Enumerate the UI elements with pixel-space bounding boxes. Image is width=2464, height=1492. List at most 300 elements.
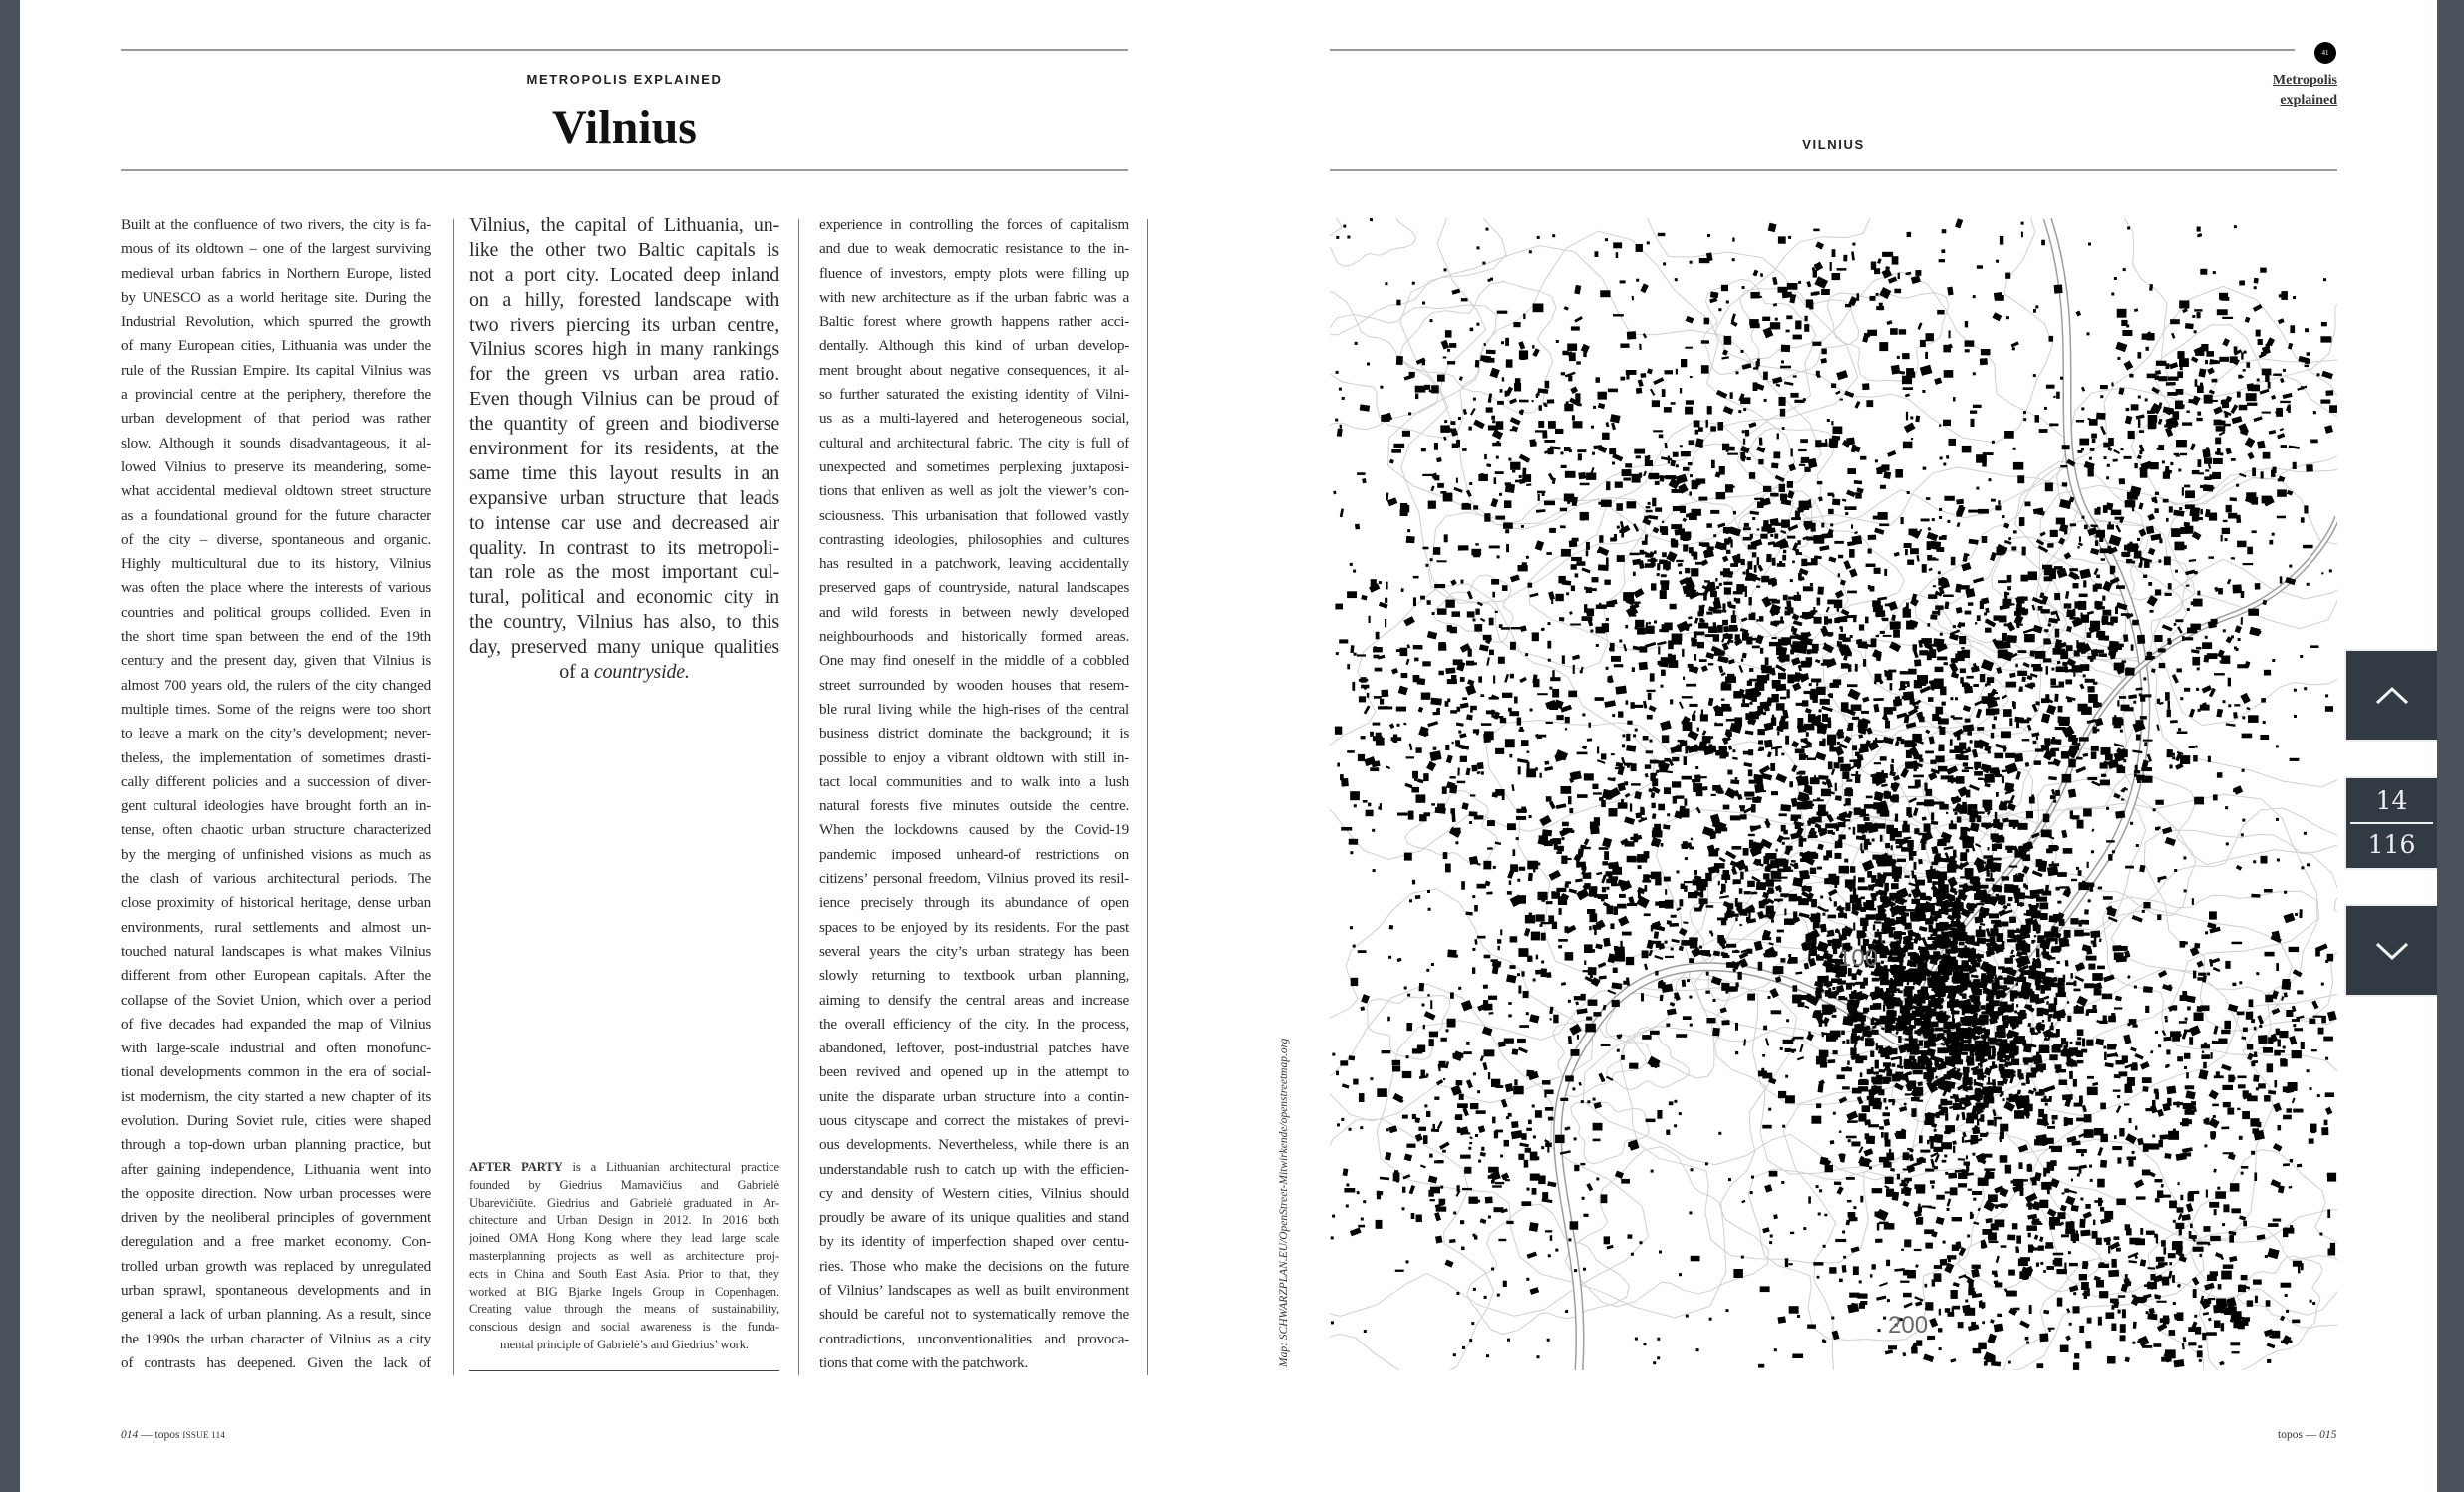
- building: [2036, 948, 2039, 957]
- building: [1932, 1185, 1935, 1188]
- building: [1466, 1042, 1469, 1045]
- building: [1958, 889, 1965, 897]
- building: [1851, 524, 1853, 528]
- building: [1884, 1132, 1888, 1140]
- building: [1923, 1028, 1925, 1036]
- building: [1880, 835, 1883, 842]
- building: [1744, 792, 1754, 797]
- building: [1995, 1039, 2002, 1043]
- building: [1884, 791, 1889, 796]
- building: [1766, 554, 1771, 562]
- building: [1935, 667, 1944, 672]
- building: [1905, 940, 1912, 945]
- text-line: spaces to be enjoyed by its residents. For the past: [819, 918, 1129, 936]
- building: [1802, 700, 1808, 706]
- building: [1783, 595, 1788, 601]
- building: [1722, 603, 1725, 610]
- building: [1864, 804, 1875, 809]
- building: [1965, 1308, 1976, 1316]
- building: [1708, 626, 1717, 633]
- building: [1444, 534, 1448, 542]
- building: [1601, 800, 1606, 807]
- building: [1636, 812, 1642, 818]
- building: [1779, 655, 1790, 662]
- building: [2002, 876, 2009, 881]
- building: [1726, 944, 1736, 948]
- building: [2002, 633, 2007, 641]
- building: [1412, 880, 1415, 885]
- building: [1846, 615, 1857, 618]
- building: [1689, 704, 1697, 707]
- building: [2154, 635, 2162, 642]
- building: [2117, 700, 2119, 706]
- building: [1829, 1267, 1836, 1274]
- building: [1924, 1229, 1934, 1234]
- building: [1510, 864, 1518, 872]
- building: [1699, 879, 1708, 887]
- building: [1920, 1150, 1930, 1153]
- building: [1900, 1281, 1909, 1283]
- building: [1918, 1204, 1920, 1213]
- building: [1891, 783, 1898, 789]
- building: [1820, 699, 1830, 705]
- building: [1966, 676, 1973, 679]
- building: [1516, 816, 1526, 820]
- building: [2035, 415, 2040, 423]
- building: [1877, 860, 1886, 866]
- building: [1721, 699, 1725, 701]
- building: [1975, 1027, 1982, 1033]
- building: [1535, 1110, 1542, 1118]
- building: [1937, 1047, 1948, 1053]
- building: [1673, 796, 1677, 804]
- building: [1845, 798, 1851, 805]
- building: [2104, 1052, 2107, 1060]
- building: [1994, 1280, 1999, 1284]
- building: [1828, 915, 1837, 919]
- building: [1689, 440, 1695, 445]
- section-link-line[interactable]: Metropolis: [2272, 73, 2337, 88]
- building: [1807, 1325, 1816, 1329]
- building: [1837, 980, 1846, 984]
- building: [2168, 583, 2172, 589]
- building: [2135, 765, 2138, 771]
- building: [1787, 607, 1793, 613]
- building: [2013, 1046, 2018, 1052]
- building: [2049, 915, 2058, 922]
- building: [1757, 729, 1765, 735]
- building: [2070, 523, 2076, 526]
- building: [1792, 561, 1795, 564]
- building: [1732, 846, 1742, 850]
- building: [2045, 694, 2049, 701]
- building: [1993, 968, 1995, 976]
- building: [1580, 845, 1586, 849]
- building: [1953, 625, 1956, 628]
- building: [1526, 769, 1536, 778]
- building: [1834, 762, 1840, 768]
- text-line: ience precisely through its abundance of open: [819, 894, 1129, 912]
- building: [1540, 773, 1542, 778]
- building: [2053, 846, 2058, 850]
- building: [1672, 634, 1683, 642]
- building: [1994, 615, 2002, 620]
- building: [1781, 837, 1790, 839]
- building: [1882, 922, 1892, 929]
- building: [1810, 777, 1820, 784]
- building: [1993, 887, 1995, 892]
- building: [1688, 664, 1694, 668]
- building: [1578, 472, 1586, 479]
- building: [1972, 1265, 1981, 1269]
- building: [2053, 648, 2062, 655]
- building: [1758, 1071, 1767, 1077]
- building: [2108, 1016, 2116, 1023]
- building: [2048, 1014, 2052, 1018]
- building: [1944, 662, 1948, 665]
- building: [1721, 707, 1732, 712]
- text-line: mental principle of Gabrielė’s and Giedrius’ work.: [499, 1337, 749, 1351]
- building: [1691, 638, 1693, 642]
- building: [1905, 761, 1914, 769]
- building: [1787, 536, 1795, 539]
- building: [1528, 873, 1533, 881]
- building: [2233, 712, 2238, 719]
- building: [2088, 964, 2095, 970]
- building: [1945, 1125, 1955, 1132]
- text-line: on a hilly, forested landscape with: [469, 288, 779, 311]
- building: [2026, 811, 2033, 818]
- building: [1641, 993, 1644, 1001]
- building: [1806, 732, 1809, 737]
- building: [1839, 866, 1848, 874]
- building: [2026, 1225, 2037, 1231]
- building: [1726, 550, 1731, 554]
- building: [2076, 1149, 2087, 1153]
- building: [2079, 536, 2081, 541]
- building: [2044, 1038, 2049, 1041]
- text-line: of the city – diverse, spontaneous and organic.: [121, 530, 431, 548]
- text-line: unite the disparate urban structure into a contin-: [819, 1087, 1129, 1105]
- building: [1622, 744, 1625, 747]
- building: [2214, 673, 2225, 675]
- building: [1748, 749, 1753, 755]
- building: [2075, 617, 2080, 624]
- building: [2053, 1044, 2063, 1047]
- building: [2165, 593, 2172, 596]
- building: [1580, 483, 1590, 486]
- building: [1885, 721, 1890, 729]
- building: [1862, 1105, 1870, 1112]
- building: [1916, 1189, 1925, 1194]
- building: [1647, 715, 1653, 720]
- building: [1948, 777, 1957, 782]
- building: [1895, 621, 1901, 629]
- building: [1542, 829, 1552, 836]
- building: [1505, 739, 1515, 747]
- building: [2004, 979, 2012, 984]
- building: [2121, 613, 2130, 616]
- building: [1613, 906, 1618, 915]
- building: [1706, 972, 1709, 976]
- building: [2123, 634, 2128, 642]
- building: [1681, 809, 1689, 818]
- building: [2043, 1270, 2046, 1273]
- building: [1839, 1279, 1843, 1283]
- building: [2087, 1076, 2094, 1079]
- building: [2221, 535, 2223, 542]
- building: [1644, 913, 1651, 916]
- building: [1817, 726, 1825, 734]
- building: [2025, 918, 2034, 926]
- building: [1892, 1191, 1900, 1200]
- building: [1934, 1005, 1943, 1008]
- building: [1914, 1184, 1925, 1189]
- building: [1610, 923, 1614, 929]
- building: [2243, 563, 2254, 565]
- building: [2144, 694, 2151, 697]
- building: [1659, 901, 1667, 908]
- building: [2202, 642, 2212, 649]
- building: [1507, 823, 1516, 830]
- building: [1719, 466, 1725, 475]
- building: [2005, 753, 2015, 758]
- building: [1911, 999, 1920, 1003]
- building: [1908, 786, 1918, 789]
- building: [1927, 1140, 1930, 1144]
- building: [1884, 707, 1893, 715]
- building: [1518, 986, 1521, 994]
- building: [1961, 647, 1965, 649]
- building: [1913, 775, 1924, 778]
- building: [2039, 903, 2048, 910]
- building: [1634, 449, 1645, 454]
- building: [1710, 510, 1719, 514]
- building: [1592, 577, 1599, 582]
- building: [1894, 699, 1903, 706]
- building: [1825, 823, 1836, 828]
- building: [1589, 723, 1591, 728]
- building: [2040, 745, 2044, 748]
- building: [1570, 830, 1574, 833]
- building: [2095, 584, 2102, 590]
- building: [2087, 1087, 2098, 1095]
- building: [1646, 750, 1653, 753]
- building: [1875, 612, 1883, 617]
- building: [2087, 1009, 2097, 1013]
- building: [1565, 952, 1574, 961]
- building: [1495, 789, 1504, 796]
- building: [2022, 547, 2026, 556]
- building: [1831, 421, 1833, 425]
- text-line: and wild forests in between newly developed: [819, 603, 1129, 621]
- building: [1890, 764, 1894, 772]
- building: [1976, 903, 1984, 905]
- building: [1756, 882, 1766, 890]
- building: [2165, 692, 2170, 701]
- building: [1726, 962, 1735, 968]
- building: [1561, 786, 1572, 794]
- building: [1973, 684, 1979, 687]
- building: [1909, 847, 1911, 854]
- building: [1918, 1081, 1923, 1086]
- building: [1872, 1188, 1883, 1193]
- building: [1653, 430, 1663, 432]
- building: [2163, 499, 2169, 503]
- text-line: been revived and opened up in the attempt to: [819, 1063, 1129, 1081]
- building: [2248, 715, 2259, 723]
- building: [1685, 407, 1693, 415]
- building: [2072, 665, 2083, 672]
- building: [1655, 481, 1660, 485]
- building: [1970, 740, 1973, 743]
- building: [1832, 1015, 1837, 1018]
- building: [1914, 1081, 1916, 1085]
- building: [1778, 1091, 1786, 1098]
- building: [1711, 460, 1715, 468]
- building: [2054, 566, 2063, 570]
- building: [1720, 752, 1729, 757]
- building: [1785, 736, 1789, 745]
- building: [1681, 884, 1686, 890]
- building: [1614, 946, 1618, 951]
- building: [1873, 925, 1876, 931]
- building: [2072, 737, 2079, 745]
- building: [1838, 729, 1843, 738]
- building: [2024, 634, 2035, 642]
- building: [2200, 509, 2203, 515]
- building: [1814, 921, 1820, 928]
- building: [1669, 660, 1679, 668]
- building: [2061, 1050, 2069, 1056]
- building: [1897, 1174, 1900, 1180]
- building: [1762, 1125, 1771, 1129]
- building: [1810, 868, 1816, 874]
- building: [1769, 642, 1780, 646]
- building: [1965, 868, 1974, 876]
- building: [2142, 1086, 2148, 1092]
- building: [1697, 642, 1704, 648]
- building: [1965, 611, 1972, 615]
- text-line: mous of its oldtown – one of the largest surviving: [121, 240, 431, 258]
- building: [1883, 635, 1892, 637]
- building: [1828, 509, 1834, 514]
- building: [1995, 1032, 2004, 1038]
- text-fragment: of a: [559, 661, 594, 684]
- building: [2016, 1236, 2021, 1244]
- building: [1758, 740, 1763, 744]
- building: [2159, 559, 2162, 562]
- building: [1886, 1011, 1896, 1017]
- building: [1980, 674, 1985, 682]
- building: [1626, 734, 1630, 741]
- emphasis: countryside.: [593, 661, 690, 684]
- building: [2190, 624, 2201, 630]
- building: [2167, 710, 2171, 718]
- building: [1816, 1103, 1821, 1108]
- building: [2015, 664, 2018, 668]
- building: [1938, 608, 1940, 616]
- building: [1960, 852, 1967, 861]
- building: [1950, 739, 1953, 745]
- text-line: possible to enjoy a vibrant oldtown with still in-: [819, 748, 1129, 766]
- building: [1867, 1069, 1872, 1074]
- building: [1760, 648, 1763, 654]
- building: [1927, 1336, 1935, 1340]
- building: [2093, 727, 2097, 734]
- building: [1846, 1177, 1855, 1180]
- building: [2191, 601, 2195, 605]
- building: [1871, 1067, 1874, 1074]
- building: [1945, 1113, 1948, 1121]
- building: [1884, 569, 1887, 576]
- building: [2090, 694, 2093, 701]
- building: [2310, 645, 2319, 648]
- building: [2087, 777, 2097, 780]
- building: [1676, 1034, 1687, 1038]
- building: [1779, 888, 1782, 893]
- building: [2062, 1192, 2065, 1194]
- building: [2071, 973, 2073, 979]
- building: [1839, 634, 1846, 640]
- text-line: two rivers piercing its urban centre,: [469, 313, 779, 336]
- building: [2021, 677, 2026, 682]
- building: [2079, 642, 2086, 649]
- section-link-line[interactable]: explained: [2280, 93, 2337, 108]
- building: [1945, 1056, 1952, 1062]
- building: [1699, 898, 1708, 903]
- building: [1698, 623, 1708, 629]
- building: [1915, 881, 1918, 888]
- building: [1924, 905, 1935, 912]
- building: [1678, 563, 1683, 567]
- building: [1811, 828, 1815, 837]
- building: [1973, 1069, 1982, 1075]
- building: [2013, 1308, 2020, 1311]
- building: [1907, 683, 1910, 687]
- building: [1955, 1170, 1962, 1173]
- building: [1903, 1270, 1909, 1276]
- building: [1968, 1288, 1974, 1296]
- text-line: masterplanning projects as well as architecture proj-: [469, 1248, 779, 1263]
- viewer-background-left: [0, 0, 20, 1492]
- building: [1890, 795, 1899, 800]
- building: [1791, 860, 1796, 863]
- building: [2066, 888, 2070, 892]
- building: [1651, 558, 1656, 567]
- section-link[interactable]: [2193, 71, 2337, 111]
- building: [1789, 781, 1793, 787]
- building: [1764, 740, 1773, 748]
- building: [1849, 549, 1855, 558]
- building: [1922, 816, 1927, 820]
- building: [1966, 1155, 1968, 1159]
- building: [2164, 556, 2171, 565]
- building: [1629, 1063, 1638, 1069]
- building: [1754, 783, 1764, 793]
- building: [2125, 866, 2134, 869]
- building: [1863, 902, 1868, 906]
- column-divider: [1147, 219, 1148, 1375]
- building: [1756, 586, 1760, 588]
- building: [1640, 646, 1648, 652]
- building: [1863, 978, 1868, 986]
- building: [1699, 894, 1703, 897]
- building: [1930, 1140, 1933, 1149]
- building: [2253, 1280, 2262, 1285]
- building: [1502, 377, 1505, 381]
- building: [2217, 772, 2223, 778]
